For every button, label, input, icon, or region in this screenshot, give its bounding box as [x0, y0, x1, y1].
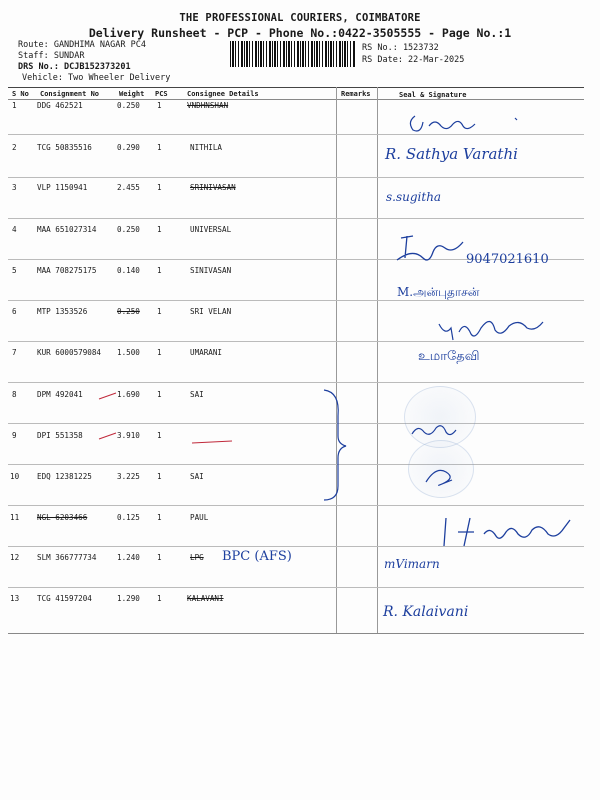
row-consignee: SAI: [190, 472, 204, 481]
row-weight: 1.690: [117, 390, 140, 399]
row-sno: 2: [12, 143, 17, 152]
row-weight: 0.125: [117, 513, 140, 522]
col-header-pcs: PCS: [155, 90, 168, 98]
row-divider: [8, 300, 584, 301]
note-row12: BPC (AFS): [222, 549, 292, 564]
barcode: [230, 41, 356, 67]
signature-row9: [410, 418, 460, 440]
row-divider: [8, 177, 584, 178]
row-consignment: KUR 6000579084: [37, 348, 102, 357]
row-pcs: 1: [157, 101, 162, 110]
row-sno: 12: [10, 553, 20, 562]
row-sno: 13: [10, 594, 20, 603]
row-weight: 0.250: [117, 307, 140, 316]
row-consignment: NGL 6203466: [37, 513, 88, 522]
row-consignment: MAA 651027314: [37, 225, 97, 234]
col-header-remarks: Remarks: [341, 90, 371, 98]
row-weight: 1.290: [117, 594, 140, 603]
signature-row6: [435, 310, 555, 346]
signature-row7: உமாதேவி: [418, 349, 480, 364]
row-consignee: SAI: [190, 390, 204, 399]
row-consignment: TCG 41597204: [37, 594, 92, 603]
row-consignee: SINIVASAN: [190, 266, 232, 275]
ink-bracket: [320, 386, 348, 504]
row-consignment: MAA 708275175: [37, 266, 97, 275]
signature-row11: [440, 512, 580, 552]
remarks-column-divider: [336, 87, 337, 633]
drs-number: DRS No.: DCJB152373201: [18, 62, 131, 72]
red-dash-mark: [190, 438, 236, 446]
row-consignment: DPI 551358: [37, 431, 83, 440]
row-weight: 0.250: [117, 101, 140, 110]
row-sno: 6: [12, 307, 17, 316]
row-pcs: 1: [157, 594, 162, 603]
row-consignee: UNIVERSAL: [190, 225, 232, 234]
row-pcs: 1: [157, 390, 162, 399]
phone-number-handwritten: 9047021610: [466, 252, 549, 267]
signature-column-divider: [377, 87, 378, 633]
row-pcs: 1: [157, 183, 162, 192]
row-pcs: 1: [157, 225, 162, 234]
row-consignee: SRI VELAN: [190, 307, 232, 316]
row-consignee: NITHILA: [190, 143, 223, 152]
row-consignment: TCG 50835516: [37, 143, 92, 152]
col-header-signature: Seal & Signature: [399, 91, 467, 99]
row-sno: 9: [12, 431, 17, 440]
row-divider: [8, 382, 584, 383]
row-consignee: UMARANI: [190, 348, 223, 357]
signature-row1: [405, 108, 525, 138]
row-consignment: MTP 1353526: [37, 307, 88, 316]
row-weight: 0.250: [117, 225, 140, 234]
row-divider: [8, 505, 584, 506]
signature-row3: s.sugitha: [386, 190, 442, 204]
row-weight: 0.290: [117, 143, 140, 152]
vehicle-label: Vehicle: Two Wheeler Delivery: [22, 73, 171, 83]
row-consignment: DDG 462521: [37, 101, 83, 110]
row-divider: [8, 423, 584, 424]
row-pcs: 1: [157, 513, 162, 522]
row-consignee: KALAVANI: [187, 594, 224, 603]
row-weight: 1.240: [117, 553, 140, 562]
signature-row12: mVimarn: [384, 557, 440, 571]
row-sno: 3: [12, 183, 17, 192]
col-header-consignment: Consignment No: [40, 90, 100, 98]
row-weight: 3.910: [117, 431, 140, 440]
route-label: Route: GANDHIMA NAGAR PC4: [18, 40, 146, 50]
row-sno: 5: [12, 266, 17, 275]
table-bottom-border: [8, 633, 584, 634]
row-sno: 11: [10, 513, 20, 522]
row-sno: 1: [12, 101, 17, 110]
signature-row5: M.அன்புதாசன்: [397, 285, 480, 299]
row-pcs: 1: [157, 266, 162, 275]
red-tick-mark: [98, 391, 118, 401]
table-top-border: [8, 87, 584, 88]
row-sno: 4: [12, 225, 17, 234]
row-consignment: EDQ 12381225: [37, 472, 92, 481]
row-consignee: LPG: [190, 553, 204, 562]
row-pcs: 1: [157, 553, 162, 562]
row-pcs: 1: [157, 143, 162, 152]
signature-row2: R. Sathya Varathi: [385, 145, 518, 163]
col-header-weight: Weight: [119, 90, 145, 98]
row-consignee: SRINIVASAN: [190, 183, 236, 192]
col-header-sno: S No: [12, 90, 29, 98]
row-weight: 1.500: [117, 348, 140, 357]
row-consignee: VNDHNSHAN: [187, 101, 229, 110]
row-weight: 0.140: [117, 266, 140, 275]
row-consignment: SLM 366777734: [37, 553, 97, 562]
row-divider: [8, 464, 584, 465]
row-sno: 8: [12, 390, 17, 399]
row-pcs: 1: [157, 348, 162, 357]
row-pcs: 1: [157, 431, 162, 440]
signature-row10: [422, 460, 462, 490]
table-header-border: [8, 99, 584, 100]
company-title: THE PROFESSIONAL COURIERS, COIMBATORE: [179, 12, 421, 24]
row-sno: 10: [10, 472, 20, 481]
row-pcs: 1: [157, 307, 162, 316]
staff-label: Staff: SUNDAR: [18, 51, 85, 61]
col-header-consignee: Consignee Details: [187, 90, 259, 98]
row-weight: 3.225: [117, 472, 140, 481]
rs-date: RS Date: 22-Mar-2025: [362, 55, 465, 65]
signature-row13: R. Kalaivani: [383, 604, 469, 620]
row-sno: 7: [12, 348, 17, 357]
row-divider: [8, 218, 584, 219]
runsheet-subtitle: Delivery Runsheet - PCP - Phone No.:0422-3505555 - Page No.:1: [88, 26, 512, 40]
row-weight: 2.455: [117, 183, 140, 192]
rs-number: RS No.: 1523732: [362, 43, 439, 53]
row-consignee: PAUL: [190, 513, 209, 522]
row-consignment: DPM 492041: [37, 390, 83, 399]
row-consignment: VLP 1150941: [37, 183, 88, 192]
row-pcs: 1: [157, 472, 162, 481]
red-tick-mark: [98, 431, 118, 441]
signature-row4: [393, 228, 473, 268]
row-divider: [8, 587, 584, 588]
